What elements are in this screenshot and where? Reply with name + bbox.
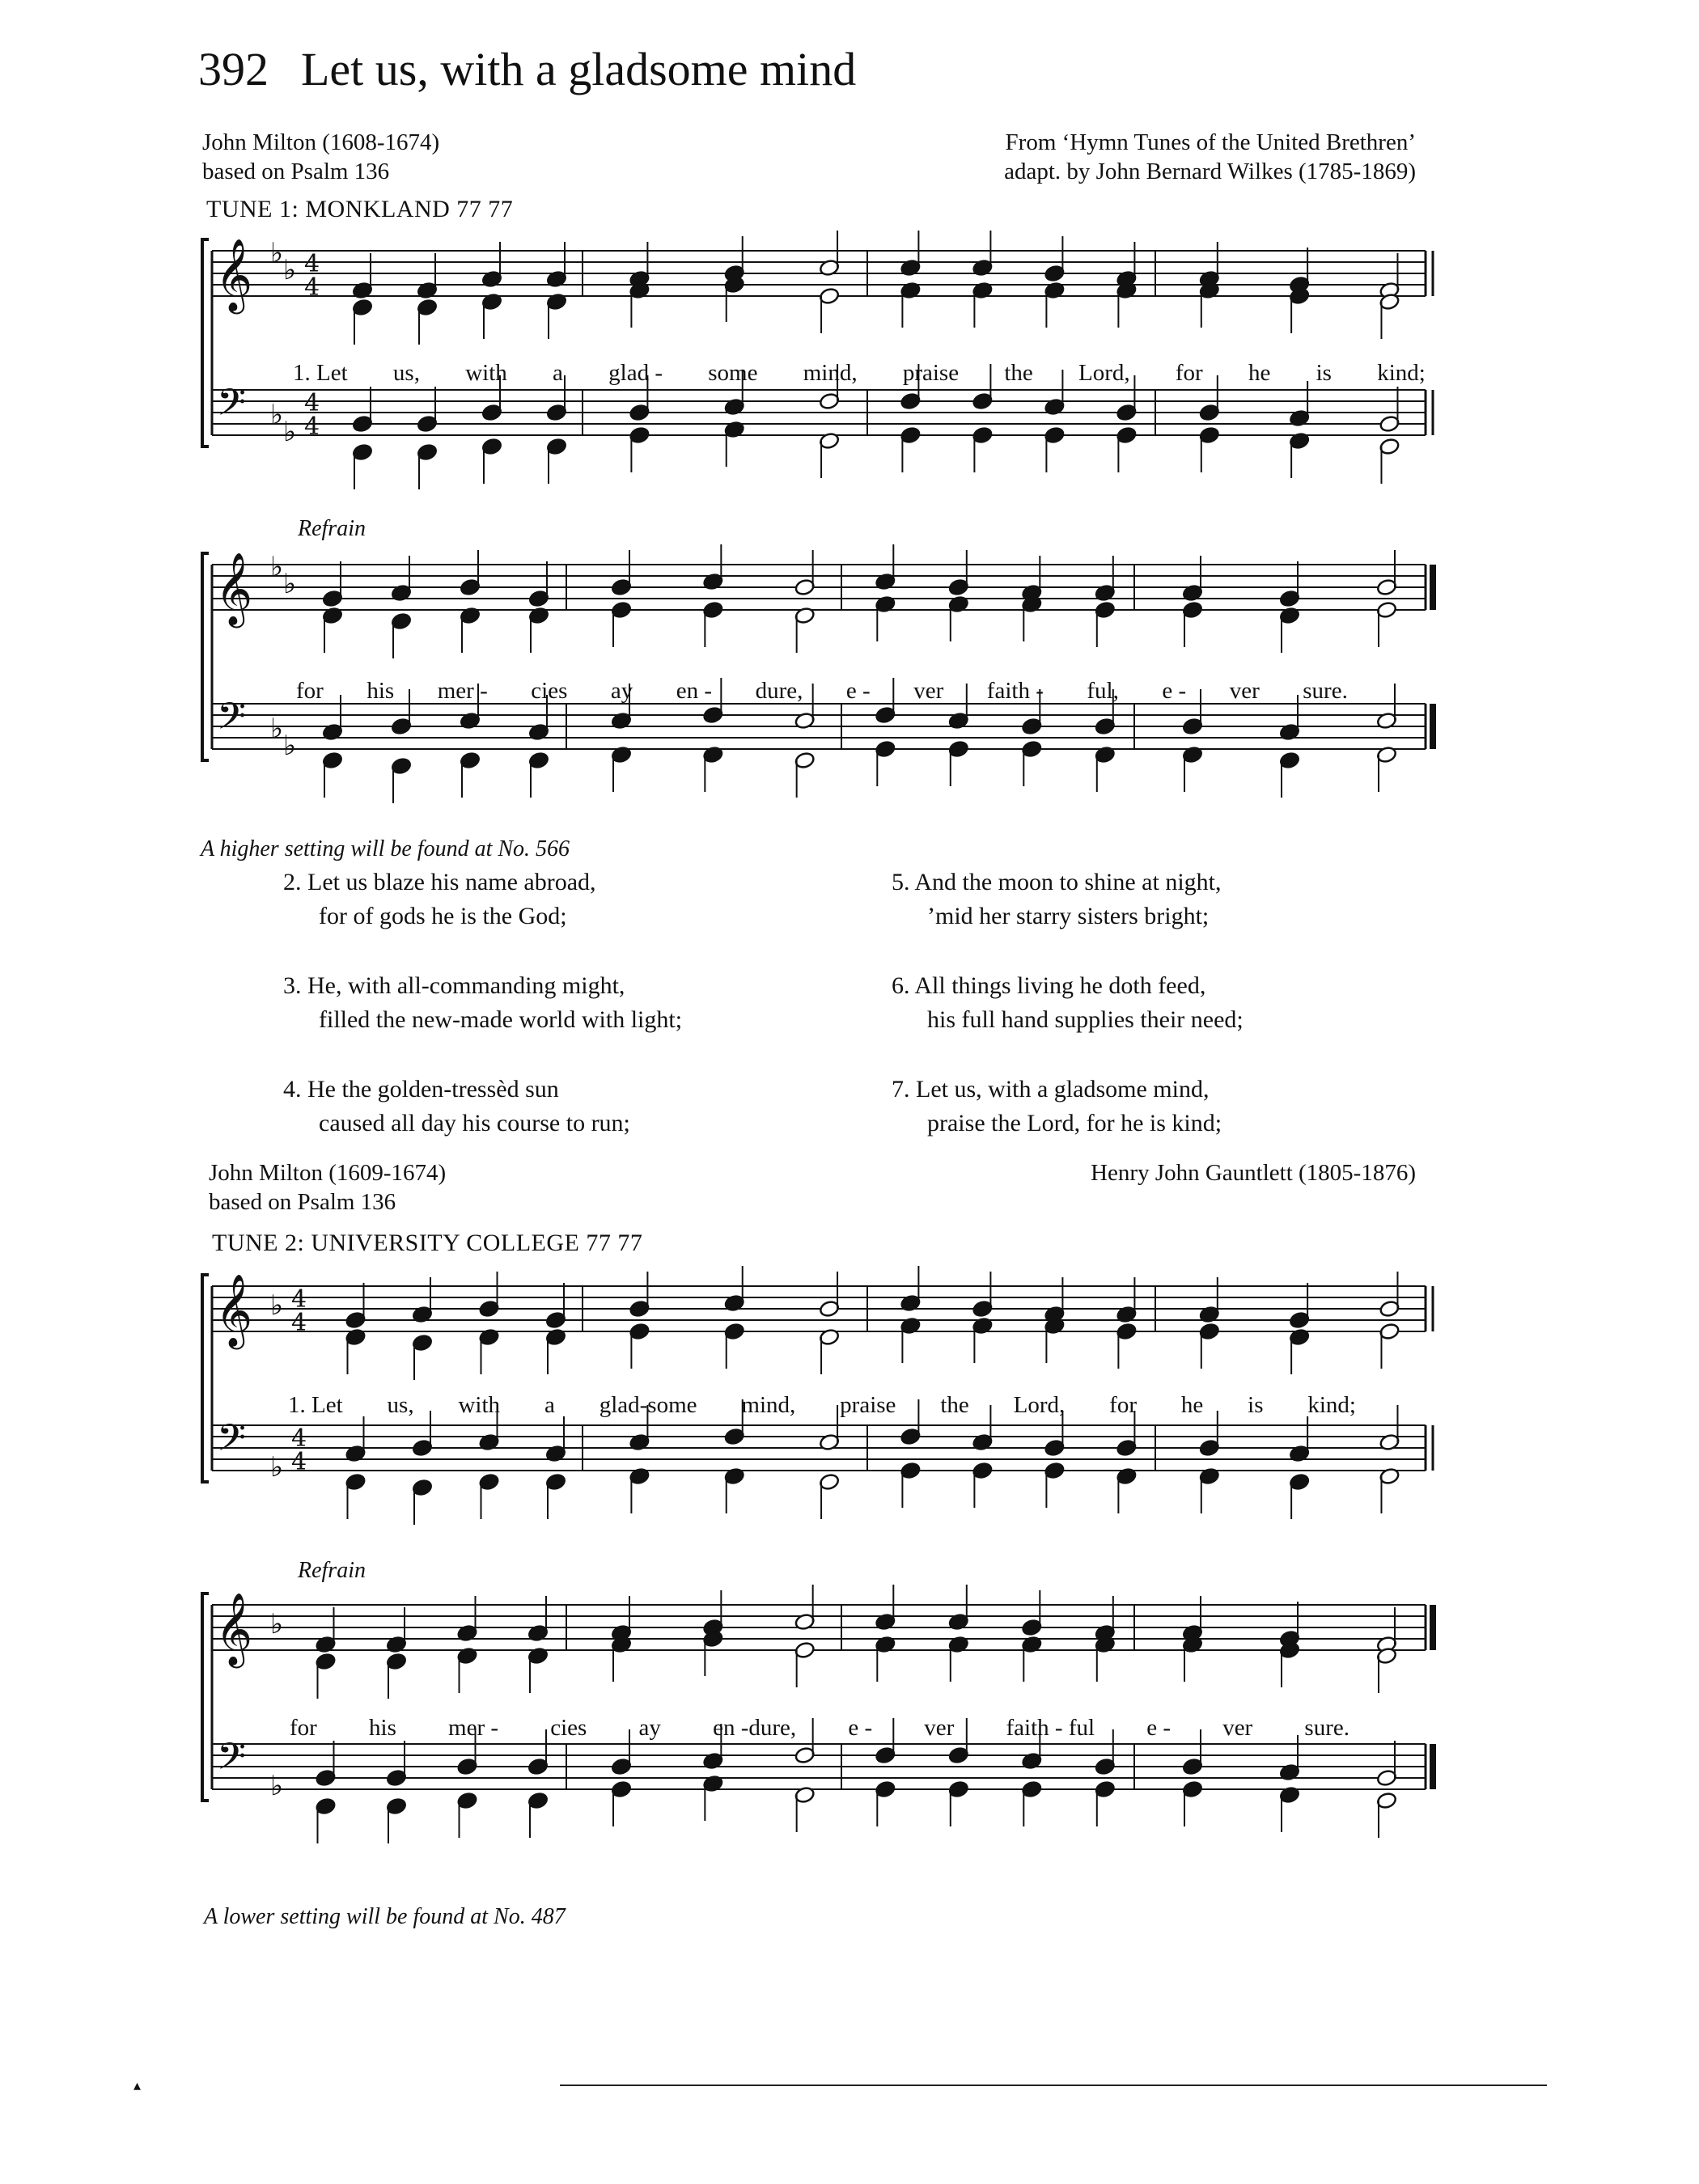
lyric-syllable: us, (387, 1392, 414, 1418)
verse-line: praise the Lord, for he is kind; (927, 1110, 1222, 1136)
treble-clef-icon: 𝄞 (215, 1274, 253, 1347)
lyric-syllable: he (1180, 1392, 1204, 1418)
verse-line: his full hand supplies their need; (927, 1006, 1244, 1033)
flat-sign: ♭ (270, 551, 284, 583)
system-bracket (202, 1275, 209, 1482)
flat-sign: ♭ (283, 254, 297, 286)
tune1-setting-note: A higher setting will be found at No. 566 (201, 836, 570, 861)
lyric-syllable: e - (848, 1715, 873, 1741)
verse-number: 2. (283, 869, 302, 895)
lyric-syllable: us, (392, 360, 420, 386)
lyric-syllable: praise (902, 360, 960, 386)
lyric-syllable: with (458, 1392, 501, 1418)
lyric-syllable: en - (676, 678, 713, 704)
verse-line: All things living he doth feed, (914, 972, 1206, 999)
tune2-music-credit (1091, 1158, 1416, 1187)
verse-3 (283, 969, 682, 1037)
hymn-title: Let us, with a gladsome mind (301, 43, 857, 95)
lyric-syllable: ay (638, 1715, 661, 1741)
verse-number: 7. (892, 1076, 910, 1103)
tune1-music-source: From ‘Hymn Tunes of the United Brethren’ (1005, 129, 1416, 155)
flat-sign: ♭ (270, 1608, 284, 1640)
time-signature: 4 (304, 250, 320, 278)
verse-line: filled the new-made world with light; (319, 1006, 683, 1033)
verses-left-column (283, 866, 682, 1141)
flat-sign: ♭ (270, 1451, 284, 1484)
lyric-syllable: e - (1162, 678, 1187, 704)
flat-sign: ♭ (270, 237, 284, 269)
tune1-words-credit (202, 128, 439, 186)
verse-2 (283, 866, 682, 933)
flat-sign: ♭ (270, 713, 284, 745)
lyric-syllable: sure. (1304, 1715, 1349, 1741)
verse-line: Let us, with a gladsome mind, (916, 1076, 1210, 1103)
verse-7 (892, 1073, 1244, 1141)
lyric-syllable: kind; (1377, 360, 1426, 386)
tune2-system1 (0, 1272, 1699, 1579)
tune2-setting-note: A lower setting will be found at No. 487 (204, 1904, 566, 1929)
lyric-syllable: sure. (1303, 678, 1348, 704)
tune1-music-adapter: adapt. by John Bernard Wilkes (1785-1869) (1004, 159, 1416, 184)
lyric-syllable: ver (913, 678, 944, 704)
lyric-syllable: mind, (741, 1392, 796, 1418)
tune1-lyrics-line1 (293, 360, 1426, 387)
time-signature: 4 (291, 1285, 307, 1314)
treble-clef-icon: 𝄞 (215, 1593, 253, 1666)
verse-5 (892, 866, 1244, 933)
lyric-syllable: the (1004, 360, 1033, 386)
system-bracket (202, 553, 209, 760)
page-mark: ▴ (133, 2077, 142, 2093)
lyric-syllable: for (290, 1715, 317, 1741)
tune1-words-author: John Milton (1608-1674) (202, 129, 440, 155)
lyric-syllable: faith - ful (1006, 1715, 1095, 1741)
lyric-syllable: glad-some (599, 1392, 697, 1418)
verse-line: Let us blaze his name abroad, (307, 869, 596, 895)
lyric-syllable: 1. Let (288, 1392, 343, 1418)
tune1-music-credit (1004, 128, 1416, 186)
verse-line: He the golden-tressèd sun (307, 1076, 559, 1103)
tune1-words-source: based on Psalm 136 (202, 159, 390, 184)
time-signature: 4 (304, 389, 320, 417)
bass-clef-icon: 𝄢 (217, 695, 247, 747)
lyric-syllable: the (940, 1392, 969, 1418)
verse-number: 6. (892, 972, 910, 999)
flat-sign: ♭ (270, 1289, 284, 1322)
lyric-syllable: Lord, (1013, 1392, 1066, 1418)
flat-sign: ♭ (270, 1770, 284, 1802)
tune1-name: TUNE 1: MONKLAND 77 77 (206, 196, 514, 222)
lyric-syllable: a (544, 1392, 555, 1418)
tune1-refrain-label: Refrain (298, 516, 366, 541)
lyric-syllable: en -dure, (713, 1715, 797, 1741)
tune2-music-composer: Henry John Gauntlett (1805-1876) (1091, 1160, 1416, 1186)
lyric-syllable: 1. Let (293, 360, 348, 386)
verse-number: 4. (283, 1076, 302, 1103)
time-signature: 4 (304, 413, 320, 441)
lyric-syllable: dure, (755, 678, 803, 704)
lyric-syllable: e - (845, 678, 871, 704)
lyric-syllable: he (1248, 360, 1271, 386)
flat-sign: ♭ (283, 416, 297, 448)
tune2-words-author: John Milton (1609-1674) (209, 1160, 447, 1186)
tune1-lyrics-line2 (296, 678, 1348, 705)
lyric-syllable: cies (531, 678, 568, 704)
verse-4 (283, 1073, 682, 1141)
lyric-syllable: ver (924, 1715, 955, 1741)
lyric-syllable: a (553, 360, 563, 386)
tune1-system1 (0, 236, 1699, 544)
bass-clef-icon: 𝄢 (217, 381, 247, 434)
lyric-syllable: praise (840, 1392, 896, 1418)
flat-sign: ♭ (270, 399, 284, 431)
verse-line: ’mid her starry sisters bright; (927, 903, 1210, 929)
hymn-number: 392 (198, 43, 269, 95)
lyric-syllable: ver (1229, 678, 1260, 704)
lyric-syllable: his (369, 1715, 396, 1741)
lyric-syllable: for (1109, 1392, 1137, 1418)
lyric-syllable: is (1316, 360, 1332, 386)
flat-sign: ♭ (283, 730, 297, 762)
time-signature: 4 (304, 273, 320, 302)
system-bracket (202, 239, 209, 447)
lyric-syllable: faith - (986, 678, 1044, 704)
bottom-rule (560, 2085, 1547, 2086)
bass-clef-icon: 𝄢 (217, 1416, 247, 1469)
treble-clef-icon: 𝄞 (215, 552, 253, 625)
lyric-syllable: is (1248, 1392, 1264, 1418)
lyric-syllable: with (465, 360, 507, 386)
lyric-syllable: glad - (608, 360, 663, 386)
lyric-syllable: some (708, 360, 758, 386)
verse-6 (892, 969, 1244, 1037)
lyric-syllable: kind; (1307, 1392, 1356, 1418)
tune1-system2-notation (202, 544, 1433, 803)
lyric-syllable: cies (550, 1715, 587, 1741)
verse-line: He, with all-commanding might, (307, 972, 625, 999)
verse-line: for of gods he is the God; (319, 903, 567, 929)
lyric-syllable: ay (610, 678, 633, 704)
lyric-syllable: mer - (448, 1715, 499, 1741)
lyric-syllable: for (1175, 360, 1203, 386)
tune2-system2 (0, 1590, 1699, 1898)
lyric-syllable: his (366, 678, 395, 704)
system-bracket (202, 1594, 209, 1801)
verse-number: 5. (892, 869, 910, 895)
tune2-words-source: based on Psalm 136 (209, 1189, 396, 1215)
bass-clef-icon: 𝄢 (217, 1735, 247, 1788)
lyric-syllable: ver (1222, 1715, 1253, 1741)
lyric-syllable: for (296, 678, 324, 704)
tune2-name: TUNE 2: UNIVERSITY COLLEGE 77 77 (212, 1230, 643, 1256)
lyric-syllable: mer - (437, 678, 488, 704)
tune2-words-credit (209, 1158, 446, 1217)
tune2-lyrics-line2 (290, 1715, 1349, 1742)
time-signature: 4 (291, 1309, 307, 1337)
tune2-refrain-label: Refrain (298, 1558, 366, 1583)
lyric-syllable: ful, (1087, 678, 1119, 704)
flat-sign: ♭ (283, 568, 297, 600)
verse-line: caused all day his course to run; (319, 1110, 630, 1136)
tune2-system2-notation (202, 1585, 1433, 1843)
verse-line: And the moon to shine at night, (914, 869, 1222, 895)
time-signature: 4 (291, 1448, 307, 1476)
lyric-syllable: Lord, (1078, 360, 1130, 386)
verses-right-column (892, 866, 1244, 1141)
tune2-system2-wrap (0, 1590, 1699, 1898)
treble-clef-icon: 𝄞 (215, 239, 253, 311)
lyric-syllable: mind, (803, 360, 858, 386)
verse-number: 3. (283, 972, 302, 999)
tune2-lyrics-line1 (288, 1392, 1356, 1419)
time-signature: 4 (291, 1424, 307, 1453)
lyric-syllable: e - (1146, 1715, 1171, 1741)
